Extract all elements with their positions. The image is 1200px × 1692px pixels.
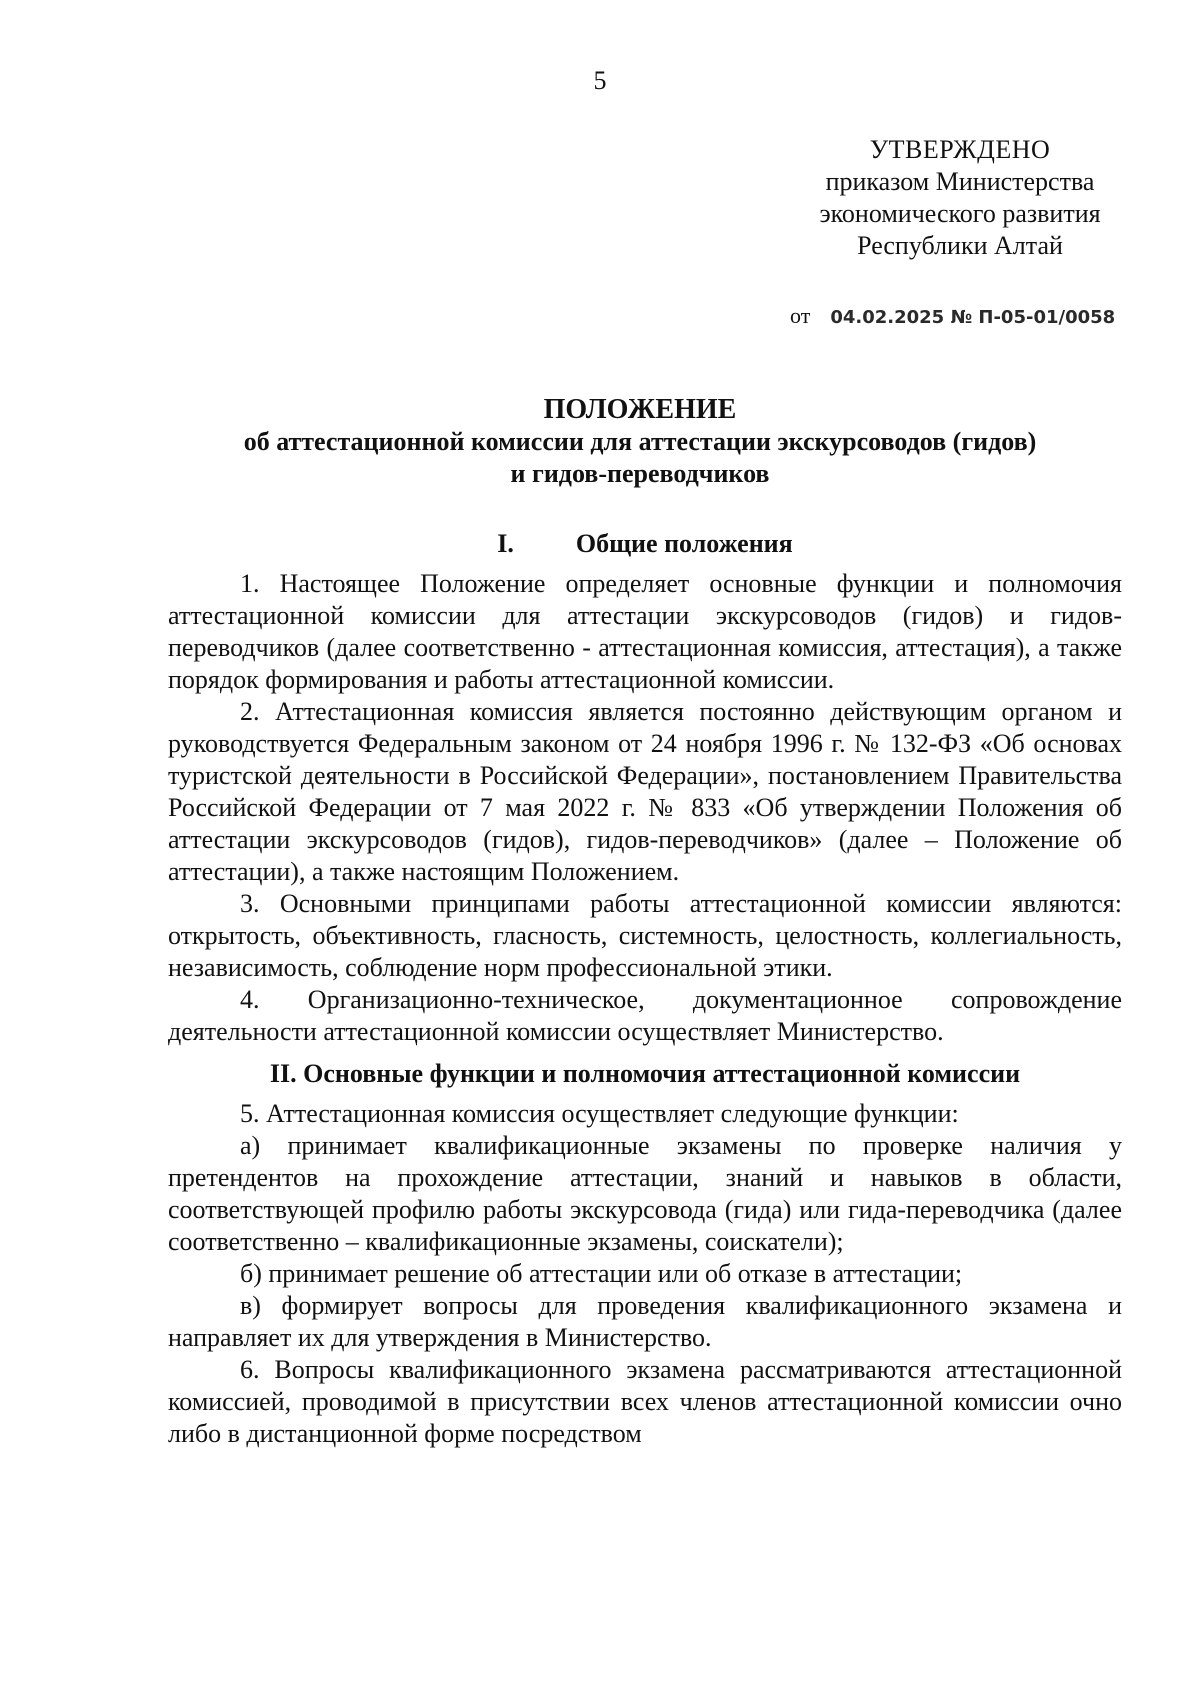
document-subtitle: об аттестационной комиссии для аттестации экскурсоводов (гидов) <box>243 427 1037 456</box>
paragraph-5: 5. Аттестационная комиссия осуществляет следующие функции: <box>240 1099 959 1128</box>
section-heading-functions: II. Основные функции и полномочия аттестационной комиссии <box>269 1059 1021 1088</box>
paragraph-1: 1. Настоящее Положение определяет основные функции и полномочия аттестационной комиссии для аттестации экскурсоводов (гидов) и гидов-переводчиков (далее соответственно - аттестационная комиссия, аттестация), а также порядок формирования и работы аттестационной комиссии. <box>168 569 1122 694</box>
order-date-prefix: от <box>790 303 811 328</box>
document-subtitle: и гидов-переводчиков <box>510 459 770 488</box>
paragraph-2: 2. Аттестационная комиссия является постоянно действующим органом и руководствуется Федеральным законом от 24 ноября 1996 г. № 132-ФЗ «Об основах туристской деятельности в Российской Федерации», постановлением Правительства Российской Федерации от 7 мая 2022 г. № 833 «Об утверждении Положения об аттестации экскурсоводов (гидов), гидов-переводчиков» (далее – Положение об аттестации), а также настоящим Положением. <box>168 697 1122 886</box>
section-heading-general <box>168 528 1122 560</box>
approval-stamp: УТВЕРЖДЕНО <box>869 135 1051 164</box>
approval-line: Республики Алтай <box>857 231 1063 260</box>
document-title-block <box>160 394 1120 490</box>
order-reference <box>790 303 1115 329</box>
order-date-number: 04.02.2025 № П-05-01/0058 <box>830 307 1116 328</box>
approval-block <box>790 134 1130 262</box>
paragraph-4: 4. Организационно-техническое, документационное сопровождение деятельности аттестационной комиссии осуществляет Министерство. <box>168 985 1122 1046</box>
page-number: 5 <box>593 66 607 95</box>
section-title: Общие положения <box>575 529 793 558</box>
paragraph-5a: а) принимает квалификационные экзамены по проверке наличия у претендентов на прохождение аттестации, знаний и навыков в области, соответствующей профилю работы экскурсовода (гида) или гида-переводчика (далее соответственно – квалификационные экзамены, соискатели); <box>168 1131 1122 1256</box>
paragraph-3: 3. Основными принципами работы аттестационной комиссии являются: открытость, объективность, гласность, системность, целостность, коллегиальность, независимость, соблюдение норм профессиональной этики. <box>168 889 1122 982</box>
paragraph-5b: б) принимает решение об аттестации или об отказе в аттестации; <box>240 1259 963 1288</box>
approval-line: экономического развития <box>819 199 1101 228</box>
approval-line: приказом Министерства <box>825 167 1095 196</box>
paragraph-6: 6. Вопросы квалификационного экзамена рассматриваются аттестационной комиссией, проводимой в присутствии всех членов аттестационной комиссии очно либо в дистанционной форме посредством <box>168 1355 1122 1448</box>
paragraph-5c: в) формирует вопросы для проведения квалификационного экзамена и направляет их для утверждения в Министерство. <box>168 1291 1122 1352</box>
document-title: ПОЛОЖЕНИЕ <box>543 394 737 425</box>
document-body <box>168 528 1122 1450</box>
section-numeral: I. <box>497 529 514 558</box>
